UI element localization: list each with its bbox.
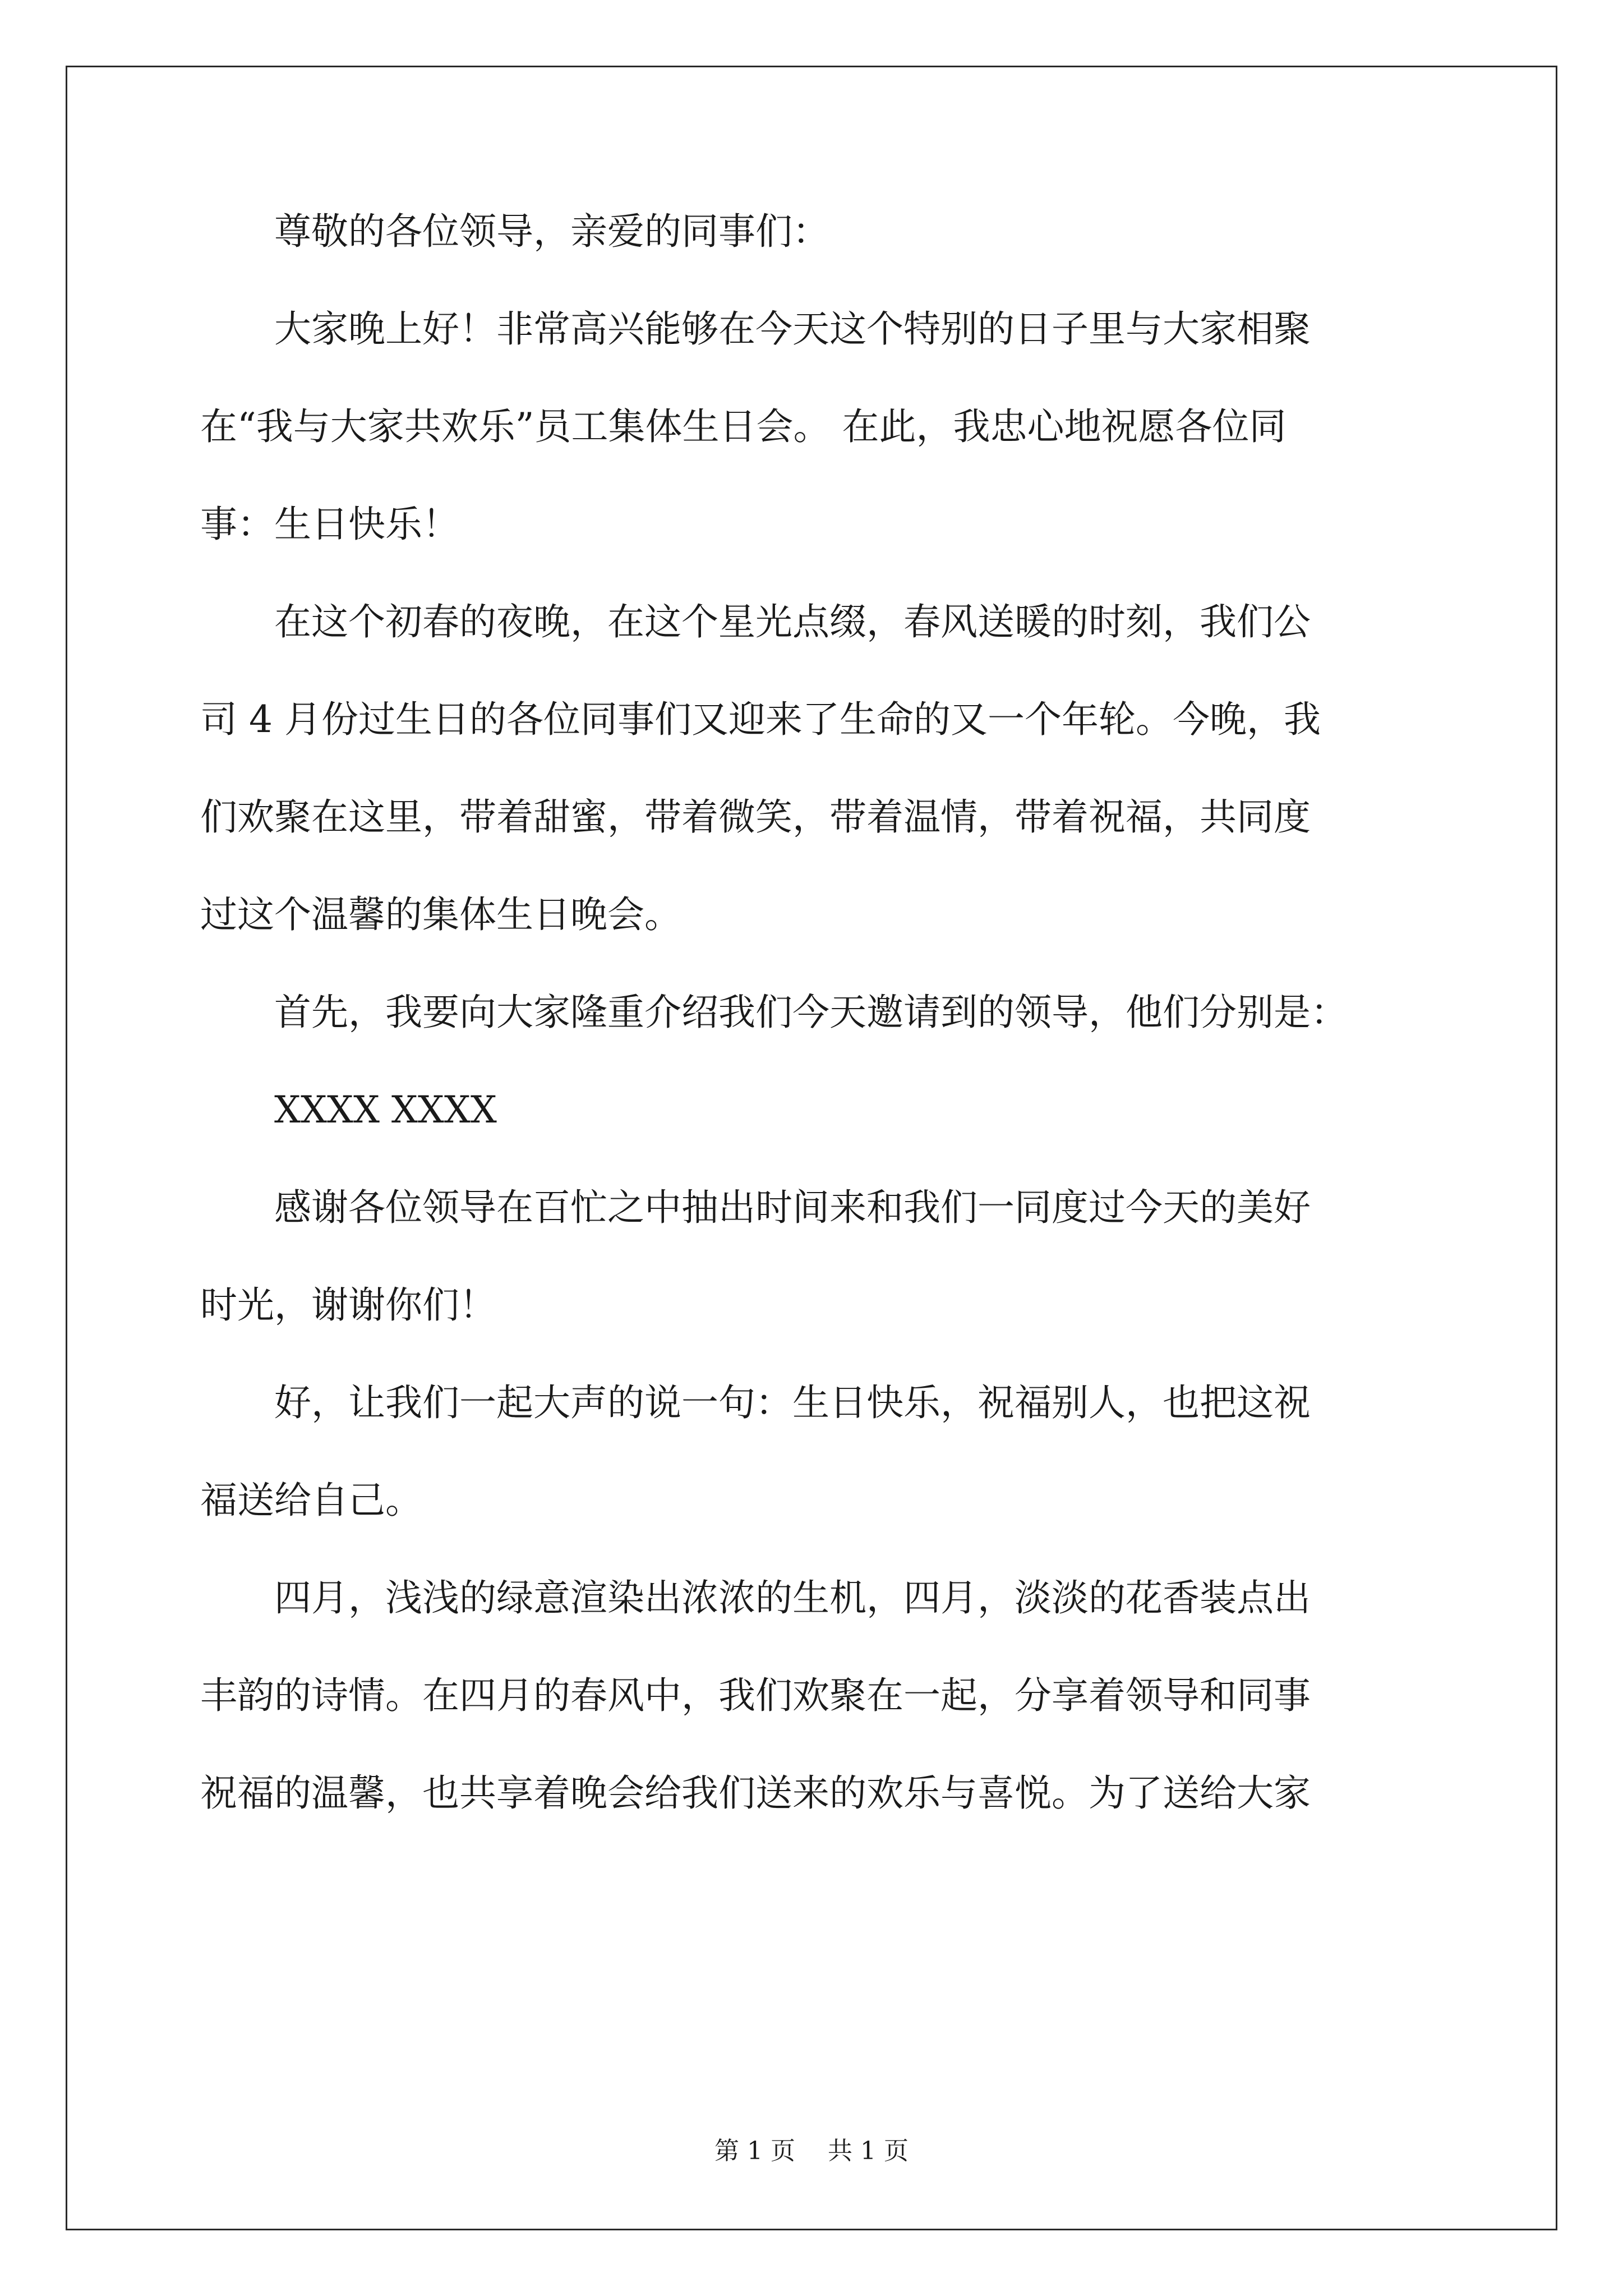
body-line: 过这个温馨的集体生日晚会。	[200, 893, 681, 936]
body-line: XXXX XXXX	[200, 1088, 497, 1131]
body-line: 丰韵的诗情。在四月的春风中，我们欢聚在一起，分享着领导和同事	[200, 1674, 1311, 1717]
body-line: 首先，我要向大家隆重介绍我们今天邀请到的领导，他们分别是：	[200, 991, 1348, 1034]
body-line: 大家晚上好！非常高兴能够在今天这个特别的日子里与大家相聚	[200, 307, 1311, 351]
body-line: 祝福的温馨，也共享着晚会给我们送来的欢乐与喜悦。为了送给大家	[200, 1772, 1311, 1815]
body-line: 事：生日快乐！	[200, 503, 459, 546]
body-line: 时光，谢谢你们！	[200, 1283, 496, 1327]
body-line: 司 4 月份过生日的各位同事们又迎来了生命的又一个年轮。今晚，我	[200, 698, 1321, 741]
body-line: 们欢聚在这里，带着甜蜜，带着微笑，带着温情，带着祝福，共同度	[200, 795, 1311, 839]
body-line: 好，让我们一起大声的说一句：生日快乐，祝福别人，也把这祝	[200, 1381, 1311, 1424]
body-line: 福送给自己。	[200, 1479, 422, 1522]
body-line: 感谢各位领导在百忙之中抽出时间来和我们一同度过今天的美好	[200, 1186, 1311, 1229]
body-line: 在“我与大家共欢乐”员工集体生日会。 在此，我忠心地祝愿各位同	[200, 405, 1287, 448]
body-line: 尊敬的各位领导，亲爱的同事们：	[200, 210, 829, 253]
body-line: 在这个初春的夜晚，在这个星光点缀，春风送暖的时刻，我们公	[200, 600, 1311, 643]
body-line: 四月，浅浅的绿意渲染出浓浓的生机，四月，淡淡的花香装点出	[200, 1576, 1311, 1619]
document-body	[200, 210, 1434, 1815]
page-number-footer: 第 1 页 共 1 页	[714, 2137, 909, 2165]
